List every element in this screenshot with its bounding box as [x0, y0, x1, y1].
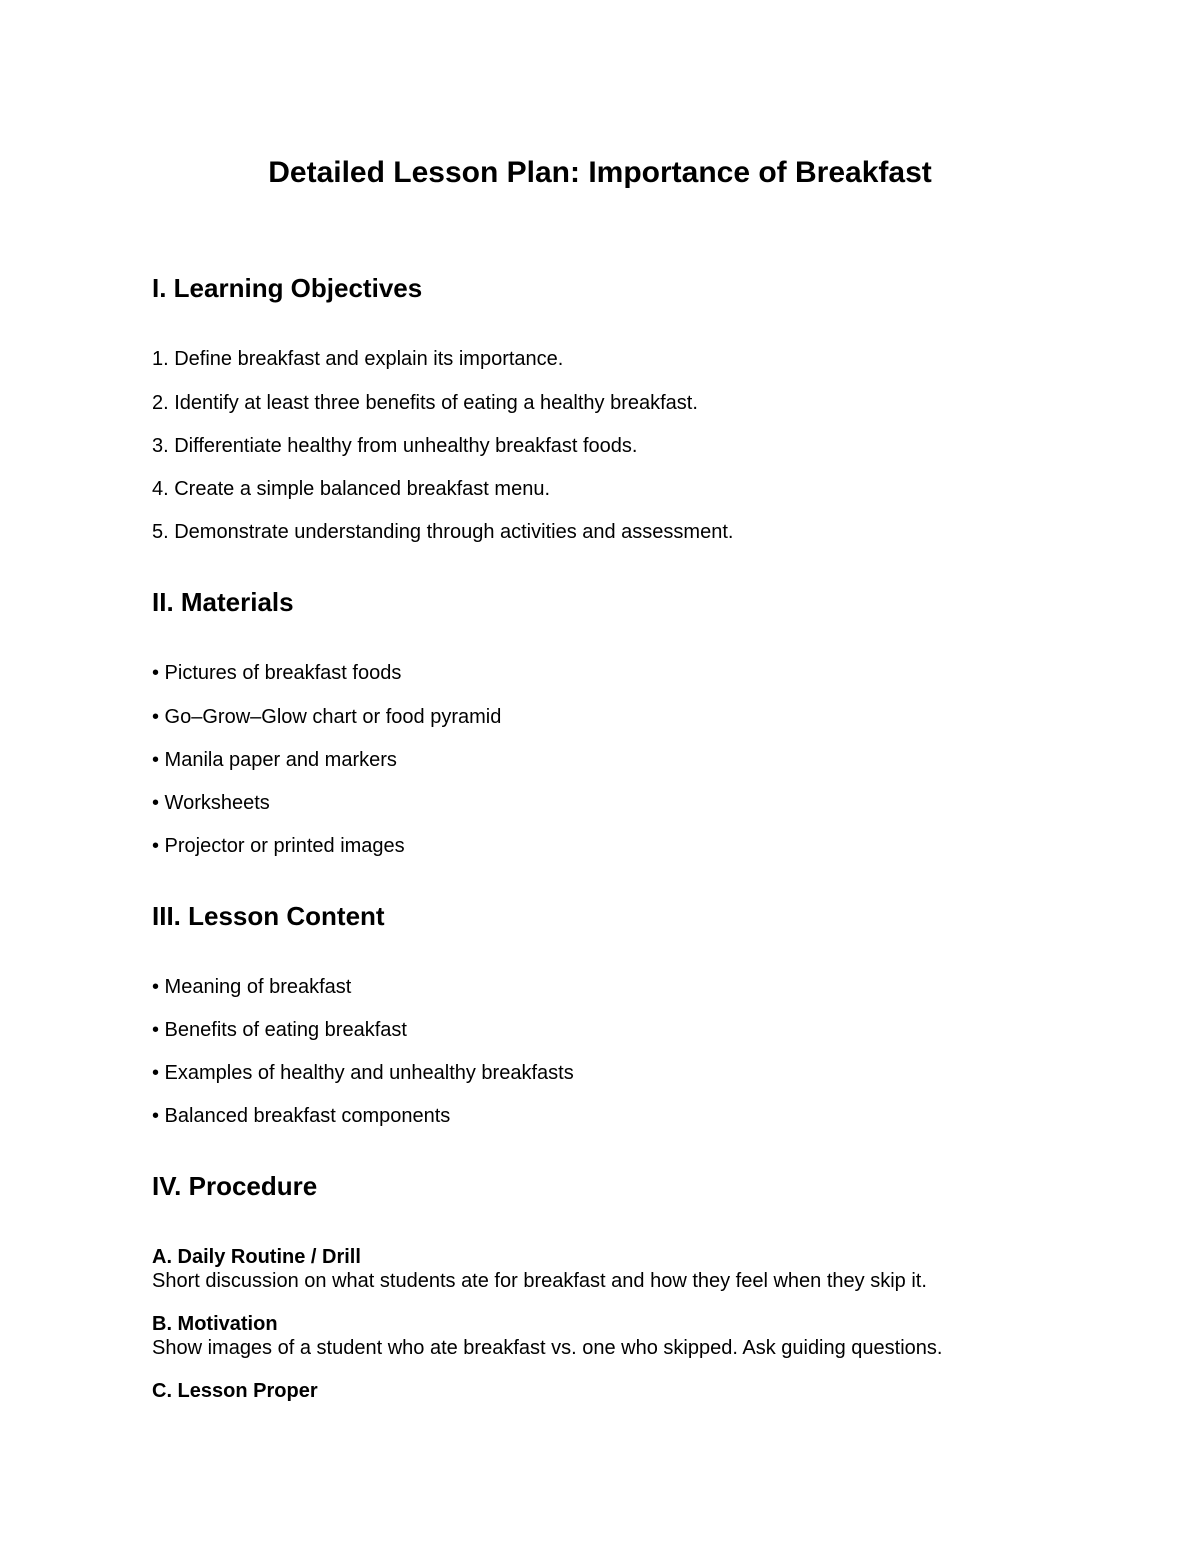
objective-item: 4. Create a simple balanced breakfast menu.	[152, 478, 550, 500]
content-item: • Benefits of eating breakfast	[152, 1019, 407, 1041]
document-title: Detailed Lesson Plan: Importance of Breakfast	[268, 156, 932, 189]
section-heading-procedure: IV. Procedure	[152, 1171, 318, 1201]
content-item: • Balanced breakfast components	[152, 1105, 451, 1127]
content-item: • Examples of healthy and unhealthy breakfasts	[152, 1062, 574, 1084]
material-item: • Pictures of breakfast foods	[152, 662, 402, 684]
section-heading-objectives: I. Learning Objectives	[152, 273, 423, 303]
section-heading-content: III. Lesson Content	[152, 901, 385, 931]
material-item: • Worksheets	[152, 792, 270, 814]
procedure-step-label: A. Daily Routine / Drill	[152, 1246, 361, 1268]
procedure-step-label: B. Motivation	[152, 1313, 278, 1335]
objective-item: 5. Demonstrate understanding through activities and assessment.	[152, 521, 734, 543]
procedure-step-label: C. Lesson Proper	[152, 1380, 318, 1402]
material-item: • Projector or printed images	[152, 835, 405, 857]
material-item: • Go–Grow–Glow chart or food pyramid	[152, 706, 502, 728]
objective-item: 1. Define breakfast and explain its importance.	[152, 348, 564, 370]
procedure-step-text: Show images of a student who ate breakfast vs. one who skipped. Ask guiding questions.	[152, 1337, 943, 1359]
content-item: • Meaning of breakfast	[152, 976, 352, 998]
objective-item: 3. Differentiate healthy from unhealthy breakfast foods.	[152, 435, 638, 457]
material-item: • Manila paper and markers	[152, 749, 397, 771]
section-heading-materials: II. Materials	[152, 587, 294, 617]
procedure-step-text: Short discussion on what students ate for breakfast and how they feel when they skip it.	[152, 1270, 927, 1292]
objective-item: 2. Identify at least three benefits of eating a healthy breakfast.	[152, 392, 698, 414]
